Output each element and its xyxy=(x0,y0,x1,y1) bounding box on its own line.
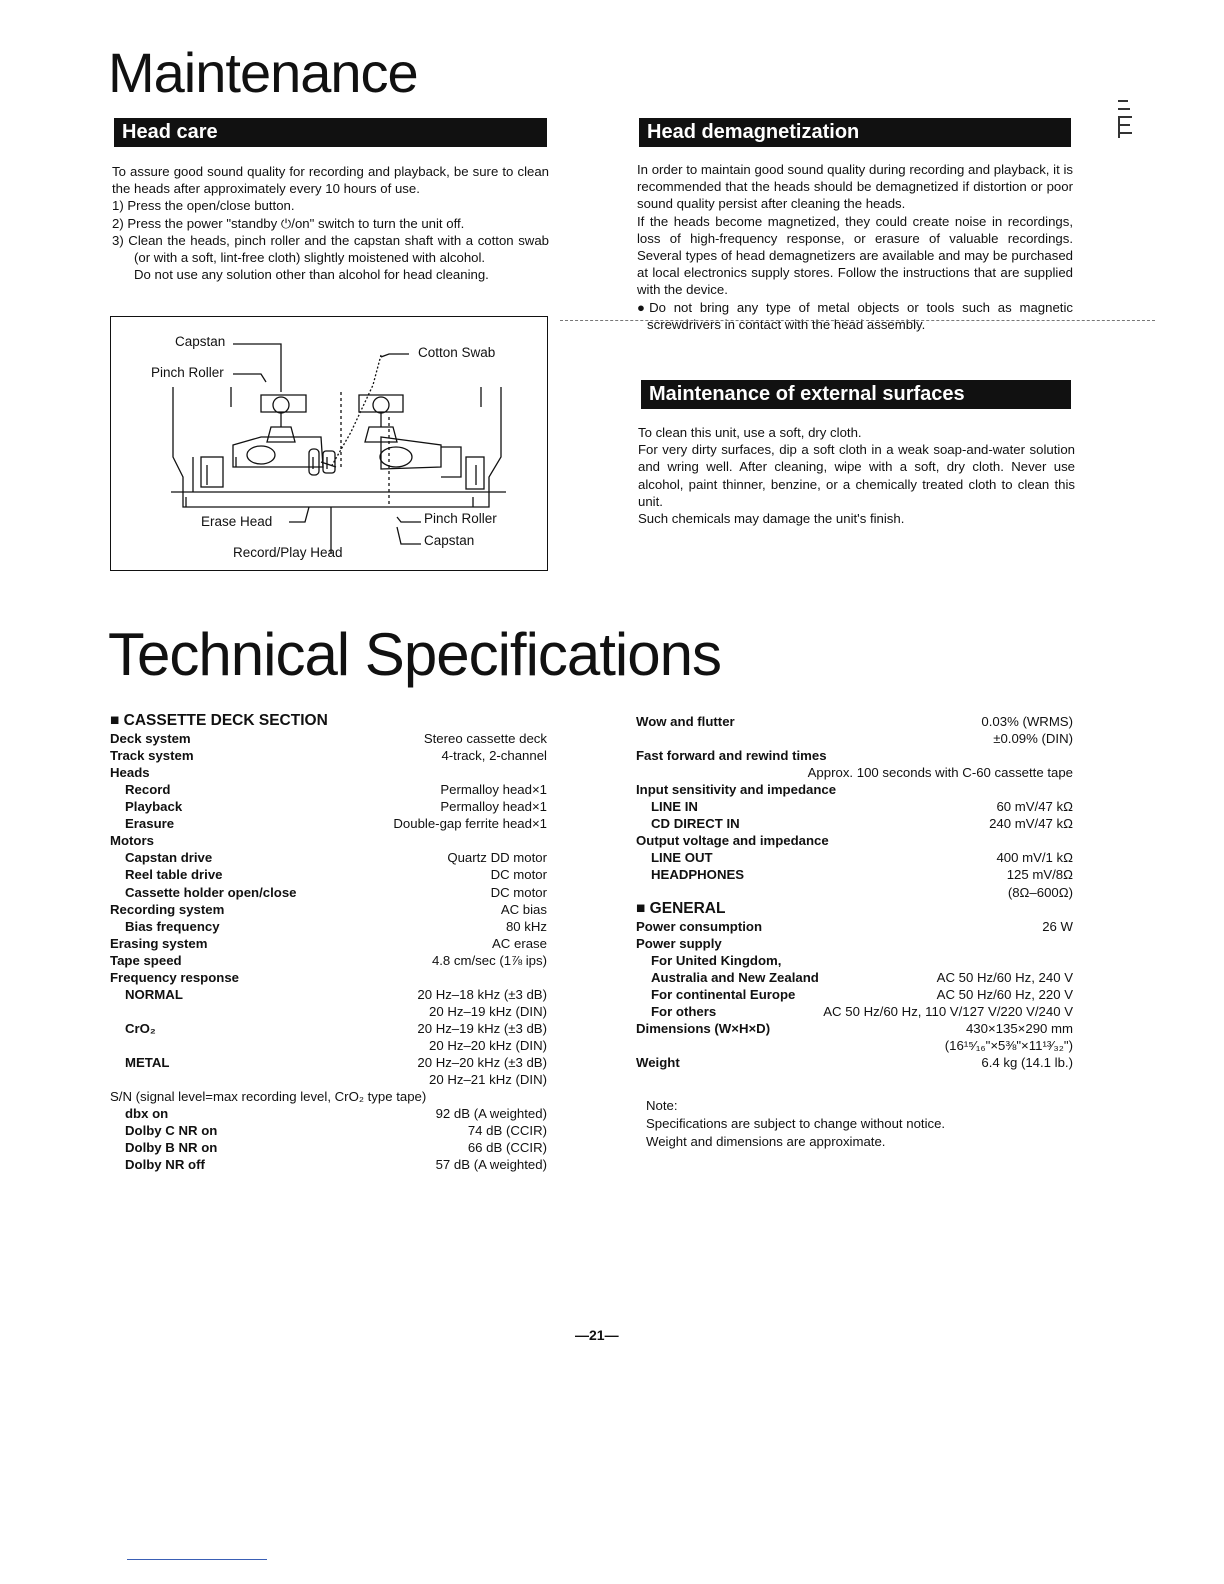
spec-row xyxy=(636,901,1073,918)
spec-row xyxy=(110,781,547,798)
spec-value: (16¹⁵⁄₁₆"×5⅜"×11¹³⁄₃₂") xyxy=(944,1037,1073,1053)
spec-row xyxy=(636,815,1073,832)
separator-line xyxy=(560,320,1155,321)
spec-value: 20 Hz–20 kHz (±3 dB) xyxy=(417,1055,547,1070)
spec-label: Capstan drive xyxy=(125,850,213,866)
spec-value: AC 50 Hz/60 Hz, 220 V xyxy=(936,986,1073,1002)
note-line-1: Specifications are subject to change without notice. xyxy=(646,1116,946,1131)
spec-row xyxy=(110,866,547,883)
spec-value: Permalloy head×1 xyxy=(440,799,547,815)
spec-label: For United Kingdom, xyxy=(651,952,782,968)
spec-label: Fast forward and rewind times xyxy=(636,748,827,764)
spec-row xyxy=(110,713,547,730)
external-surfaces-text xyxy=(638,424,1075,527)
spec-value: 0.03% (WRMS) xyxy=(981,714,1073,729)
spec-row xyxy=(110,952,547,969)
specs-title: Technical Specifications xyxy=(108,621,722,688)
label-capstan-bottom: Capstan xyxy=(424,533,475,548)
spec-label: CrO₂ xyxy=(125,1020,156,1036)
spec-row xyxy=(636,832,1073,849)
spec-row xyxy=(110,884,547,901)
spec-row xyxy=(110,1156,547,1173)
spec-label: Weight xyxy=(636,1055,680,1070)
spec-row xyxy=(110,1054,547,1071)
spec-value: Stereo cassette deck xyxy=(423,731,547,747)
spec-label: ■ GENERAL xyxy=(636,899,726,917)
spec-label: S/N (signal level=max recording level, CrO₂ type tape) xyxy=(110,1089,427,1105)
head-demag-p1: In order to maintain good sound quality during recording and playback, it is recommended that the heads should be demagnetized if distortion or poor sound quality persist after cleaning the heads. xyxy=(637,162,1073,212)
spec-row xyxy=(110,1139,547,1156)
spec-row xyxy=(110,730,547,747)
spec-label: Record xyxy=(125,782,171,798)
spec-label: Dolby NR off xyxy=(125,1157,205,1173)
spec-label: NORMAL xyxy=(125,986,183,1002)
spec-row xyxy=(636,781,1073,798)
spec-row xyxy=(636,849,1073,866)
head-demag-bullet: ●Do not bring any type of metal objects or tools such as magnetic screwdrivers in contact with the head assembly. xyxy=(637,299,1073,332)
specs-left-column xyxy=(110,713,547,1183)
external-line-3: Such chemicals may damage the unit's finish. xyxy=(638,511,905,527)
spec-row xyxy=(636,918,1073,935)
spec-value: Approx. 100 seconds with C-60 cassette tape xyxy=(807,765,1073,781)
spec-label: Input sensitivity and impedance xyxy=(636,782,837,798)
spec-value: 20 Hz–19 kHz (±3 dB) xyxy=(417,1020,547,1036)
label-cotton-swab: Cotton Swab xyxy=(418,345,496,360)
spec-value: 240 mV/47 kΩ xyxy=(989,816,1073,832)
spec-value: (8Ω–600Ω) xyxy=(1007,884,1073,900)
spec-value: ±0.09% (DIN) xyxy=(993,731,1073,747)
spec-row xyxy=(110,1071,547,1088)
spec-row xyxy=(110,935,547,952)
spec-row xyxy=(110,1020,547,1037)
spec-label: Track system xyxy=(110,748,194,764)
label-capstan-top: Capstan xyxy=(175,334,226,349)
head-cleaning-diagram xyxy=(110,316,548,571)
spec-row xyxy=(636,969,1073,986)
spec-row xyxy=(636,1020,1073,1037)
head-care-text xyxy=(112,163,549,283)
bottom-rule xyxy=(127,1559,267,1560)
spec-label: Dolby C NR on xyxy=(125,1123,218,1139)
spec-row xyxy=(636,884,1073,901)
spec-row xyxy=(636,798,1073,815)
spec-value: 20 Hz–20 kHz (DIN) xyxy=(429,1037,547,1053)
spec-row xyxy=(636,747,1073,764)
spec-label: Reel table drive xyxy=(125,867,223,883)
spec-label: Cassette holder open/close xyxy=(125,884,297,900)
right-margin-marks xyxy=(1118,100,1134,148)
maintenance-title: Maintenance xyxy=(108,41,418,104)
label-erase-head: Erase Head xyxy=(201,514,273,529)
spec-value: 26 W xyxy=(1042,918,1073,934)
spec-value: Quartz DD motor xyxy=(447,850,547,866)
spec-label: For continental Europe xyxy=(651,986,796,1002)
external-line-1: To clean this unit, use a soft, dry cloth. xyxy=(638,425,862,440)
label-pinch-roller-top: Pinch Roller xyxy=(151,365,224,380)
spec-value: AC erase xyxy=(492,935,547,951)
spec-value: 57 dB (A weighted) xyxy=(435,1157,547,1173)
spec-value: 4.8 cm/sec (1⅞ ips) xyxy=(431,952,547,968)
head-care-step-1: 1) Press the open/close button. xyxy=(112,198,295,214)
spec-label: Output voltage and impedance xyxy=(636,833,829,849)
spec-row xyxy=(110,832,547,849)
spec-row xyxy=(110,969,547,986)
spec-row xyxy=(636,730,1073,747)
note-title: Note: xyxy=(646,1098,678,1113)
spec-value: 4-track, 2-channel xyxy=(441,748,547,764)
spec-row xyxy=(636,764,1073,781)
spec-label: For others xyxy=(651,1003,717,1019)
spec-row xyxy=(110,815,547,832)
label-record-play-head: Record/Play Head xyxy=(233,545,343,560)
spec-value: DC motor xyxy=(490,884,547,900)
spec-label: dbx on xyxy=(125,1106,169,1122)
spec-label: Power supply xyxy=(636,935,722,951)
spec-row xyxy=(110,901,547,918)
external-line-2: For very dirty surfaces, dip a soft cloth in a weak soap-and-water solution and wring well. After cleaning, wipe with a soft, dry cloth. Never use alcohol, paint thinner, benzine, or a chemically treated cloth to clean this unit. xyxy=(638,442,1075,509)
spec-label: Frequency response xyxy=(110,969,239,985)
spec-value: AC 50 Hz/60 Hz, 110 V/127 V/220 V/240 V xyxy=(823,1003,1073,1019)
spec-row xyxy=(110,747,547,764)
spec-value: 20 Hz–18 kHz (±3 dB) xyxy=(417,986,547,1002)
external-surfaces-heading: Maintenance of external surfaces xyxy=(641,380,1071,409)
spec-label: ■ CASSETTE DECK SECTION xyxy=(110,712,328,729)
spec-row xyxy=(110,798,547,815)
spec-row xyxy=(110,849,547,866)
spec-value: DC motor xyxy=(490,867,547,883)
head-demag-text xyxy=(637,161,1073,333)
spec-row xyxy=(636,866,1073,883)
spec-value: 66 dB (CCIR) xyxy=(467,1140,547,1156)
spec-value: AC bias xyxy=(500,901,547,917)
spec-value: 6.4 kg (14.1 lb.) xyxy=(981,1055,1073,1070)
spec-row xyxy=(636,1003,1073,1020)
spec-label: Bias frequency xyxy=(125,918,220,934)
head-care-step-2: 2) Press the power "standby ⏻/on" switch to turn the unit off. xyxy=(112,215,465,231)
spec-value: 400 mV/1 kΩ xyxy=(996,850,1073,866)
spec-label: HEADPHONES xyxy=(651,867,745,883)
spec-row xyxy=(110,986,547,1003)
spec-label: Playback xyxy=(125,799,183,815)
spec-row xyxy=(636,713,1073,730)
spec-value: 20 Hz–21 kHz (DIN) xyxy=(429,1072,547,1088)
spec-value: 125 mV/8Ω xyxy=(1006,867,1073,883)
spec-row xyxy=(636,986,1073,1003)
spec-value: Permalloy head×1 xyxy=(440,782,547,798)
spec-label: Deck system xyxy=(110,731,191,747)
spec-row xyxy=(636,935,1073,952)
spec-label: Australia and New Zealand xyxy=(651,969,819,985)
spec-label: Dimensions (W×H×D) xyxy=(636,1020,771,1036)
spec-value: 74 dB (CCIR) xyxy=(467,1123,547,1139)
spec-value: 80 kHz xyxy=(505,918,547,934)
head-care-heading: Head care xyxy=(114,118,547,147)
spec-row xyxy=(636,1037,1073,1054)
label-pinch-roller-bottom: Pinch Roller xyxy=(424,511,497,526)
spec-value: Double-gap ferrite head×1 xyxy=(393,816,547,832)
head-demag-heading: Head demagnetization xyxy=(639,118,1071,147)
spec-label: METAL xyxy=(125,1055,170,1070)
spec-label: Recording system xyxy=(110,901,225,917)
spec-label: Power consumption xyxy=(636,918,763,934)
spec-row xyxy=(110,1037,547,1054)
note-line-2: Weight and dimensions are approximate. xyxy=(646,1134,886,1149)
spec-label: LINE OUT xyxy=(651,850,713,866)
spec-row xyxy=(110,764,547,781)
head-demag-p2: If the heads become magnetized, they could create noise in recordings, loss of high-frequency response, or erasure of valuable recordings. Several types of head demagnetizers are available and may be purchased at local electronics supply stores. Follow the instructions that are supplied with the device. xyxy=(637,213,1073,298)
spec-label: CD DIRECT IN xyxy=(651,816,740,832)
spec-value: 92 dB (A weighted) xyxy=(435,1106,547,1122)
spec-value: 430×135×290 mm xyxy=(965,1020,1073,1036)
head-care-step-3: 3) Clean the heads, pinch roller and the capstan shaft with a cotton swab (or with a soft, lint-free cloth) slightly moistened with alcohol. xyxy=(112,232,549,266)
head-care-note: Do not use any solution other than alcohol for head cleaning. xyxy=(134,267,489,283)
specs-note xyxy=(646,1097,945,1151)
page-number: —21— xyxy=(575,1327,619,1343)
spec-value: 20 Hz–19 kHz (DIN) xyxy=(429,1003,547,1019)
spec-row xyxy=(636,1054,1073,1071)
spec-row xyxy=(110,1105,547,1122)
spec-row xyxy=(110,918,547,935)
spec-row xyxy=(636,952,1073,969)
spec-label: Tape speed xyxy=(110,952,182,968)
spec-row xyxy=(110,1122,547,1139)
spec-value: 60 mV/47 kΩ xyxy=(996,799,1073,815)
spec-label: Erasing system xyxy=(110,935,208,951)
specs-right-column xyxy=(636,713,1073,1083)
spec-label: Motors xyxy=(110,833,154,849)
spec-label: Wow and flutter xyxy=(636,714,735,729)
spec-row xyxy=(110,1003,547,1020)
spec-label: Heads xyxy=(110,765,150,781)
spec-label: Erasure xyxy=(125,816,175,832)
spec-label: LINE IN xyxy=(651,799,698,815)
spec-label: Dolby B NR on xyxy=(125,1140,218,1156)
head-care-intro: To assure good sound quality for recording and playback, be sure to clean the heads after approximately every 10 hours of use. xyxy=(112,164,549,197)
spec-row xyxy=(110,1088,547,1105)
spec-value: AC 50 Hz/60 Hz, 240 V xyxy=(936,969,1073,985)
